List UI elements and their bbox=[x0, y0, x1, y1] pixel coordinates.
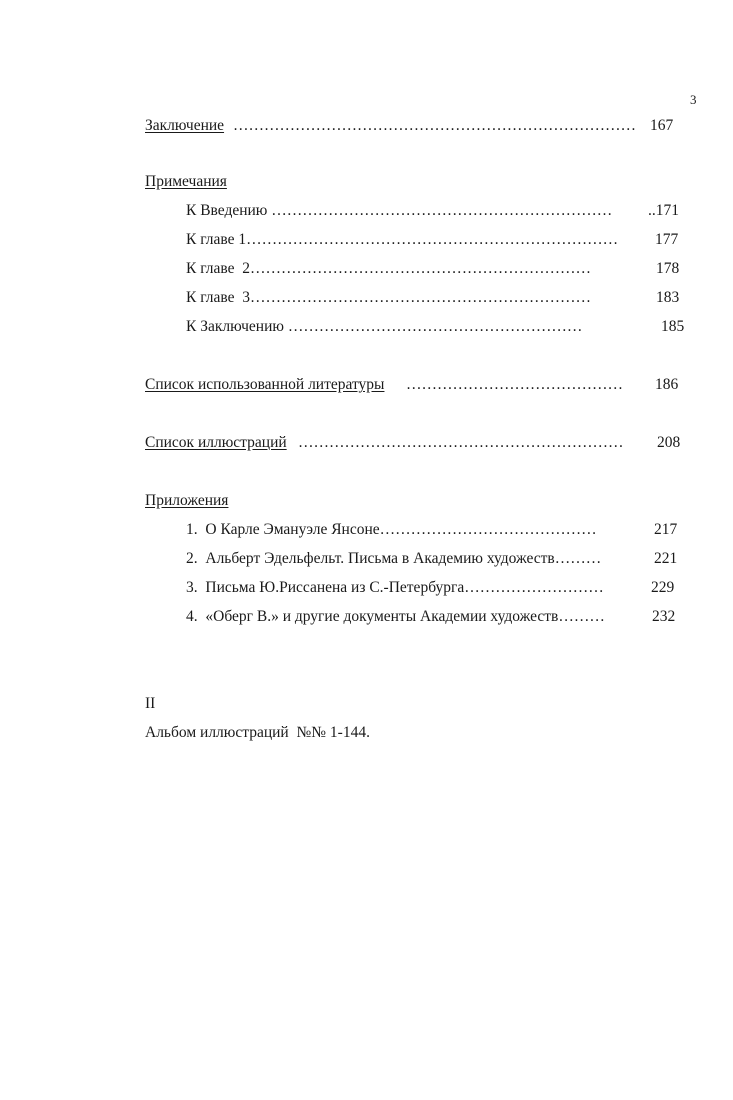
notes-item-chapter-1-page: 177 bbox=[655, 231, 679, 248]
conclusion-title: Заключение bbox=[145, 117, 225, 134]
conclusion-leader: …………………………………………………………………… bbox=[233, 117, 636, 134]
notes-item-chapter-3-page: 183 bbox=[656, 289, 680, 306]
illustrations-list-title: Список иллюстраций bbox=[145, 434, 287, 451]
appendix-item-2: 2. Альберт Эдельфельт. Письма в Академию художеств……… bbox=[186, 550, 602, 567]
appendix-item-4-page: 232 bbox=[652, 608, 676, 625]
page-number: 3 bbox=[690, 92, 697, 107]
notes-item-chapter-3: К главе 3………………………………………………………… bbox=[186, 289, 592, 306]
bibliography-leader: …………………………………… bbox=[406, 376, 623, 393]
appendix-item-2-page: 221 bbox=[654, 550, 678, 567]
conclusion-page: 167 bbox=[650, 117, 674, 134]
notes-item-conclusion: К Заключению ………………………………………………… bbox=[186, 318, 583, 335]
appendix-item-1: 1. О Карле Эмануэле Янсоне…………………………………… bbox=[186, 521, 597, 538]
appendix-item-3: 3. Письма Ю.Риссанена из С.-Петербурга……………………… bbox=[186, 579, 604, 596]
appendix-item-3-page: 229 bbox=[651, 579, 675, 596]
notes-item-introduction: К Введению ………………………………………………………… bbox=[186, 202, 613, 219]
notes-heading: Примечания bbox=[145, 173, 227, 190]
notes-item-chapter-2: К главе 2………………………………………………………… bbox=[186, 260, 592, 277]
appendix-item-1-page: 217 bbox=[654, 521, 678, 538]
appendices-heading: Приложения bbox=[145, 492, 229, 509]
album-illustrations-line: Альбом иллюстраций №№ 1-144. bbox=[145, 724, 370, 741]
notes-item-conclusion-page: 185 bbox=[661, 318, 685, 335]
notes-item-introduction-page: ..171 bbox=[648, 202, 679, 219]
appendix-item-4: 4. «Оберг В.» и другие документы Академии художеств……… bbox=[186, 608, 605, 625]
notes-item-chapter-2-page: 178 bbox=[656, 260, 680, 277]
bibliography-page: 186 bbox=[655, 376, 679, 393]
bibliography-title: Список использованной литературы bbox=[145, 376, 385, 393]
illustrations-list-page: 208 bbox=[657, 434, 681, 451]
notes-item-chapter-1: К главе 1……………………………………………………………… bbox=[186, 231, 619, 248]
illustrations-list-leader: ……………………………………………………… bbox=[298, 434, 624, 451]
part-two-numeral: II bbox=[145, 695, 156, 712]
